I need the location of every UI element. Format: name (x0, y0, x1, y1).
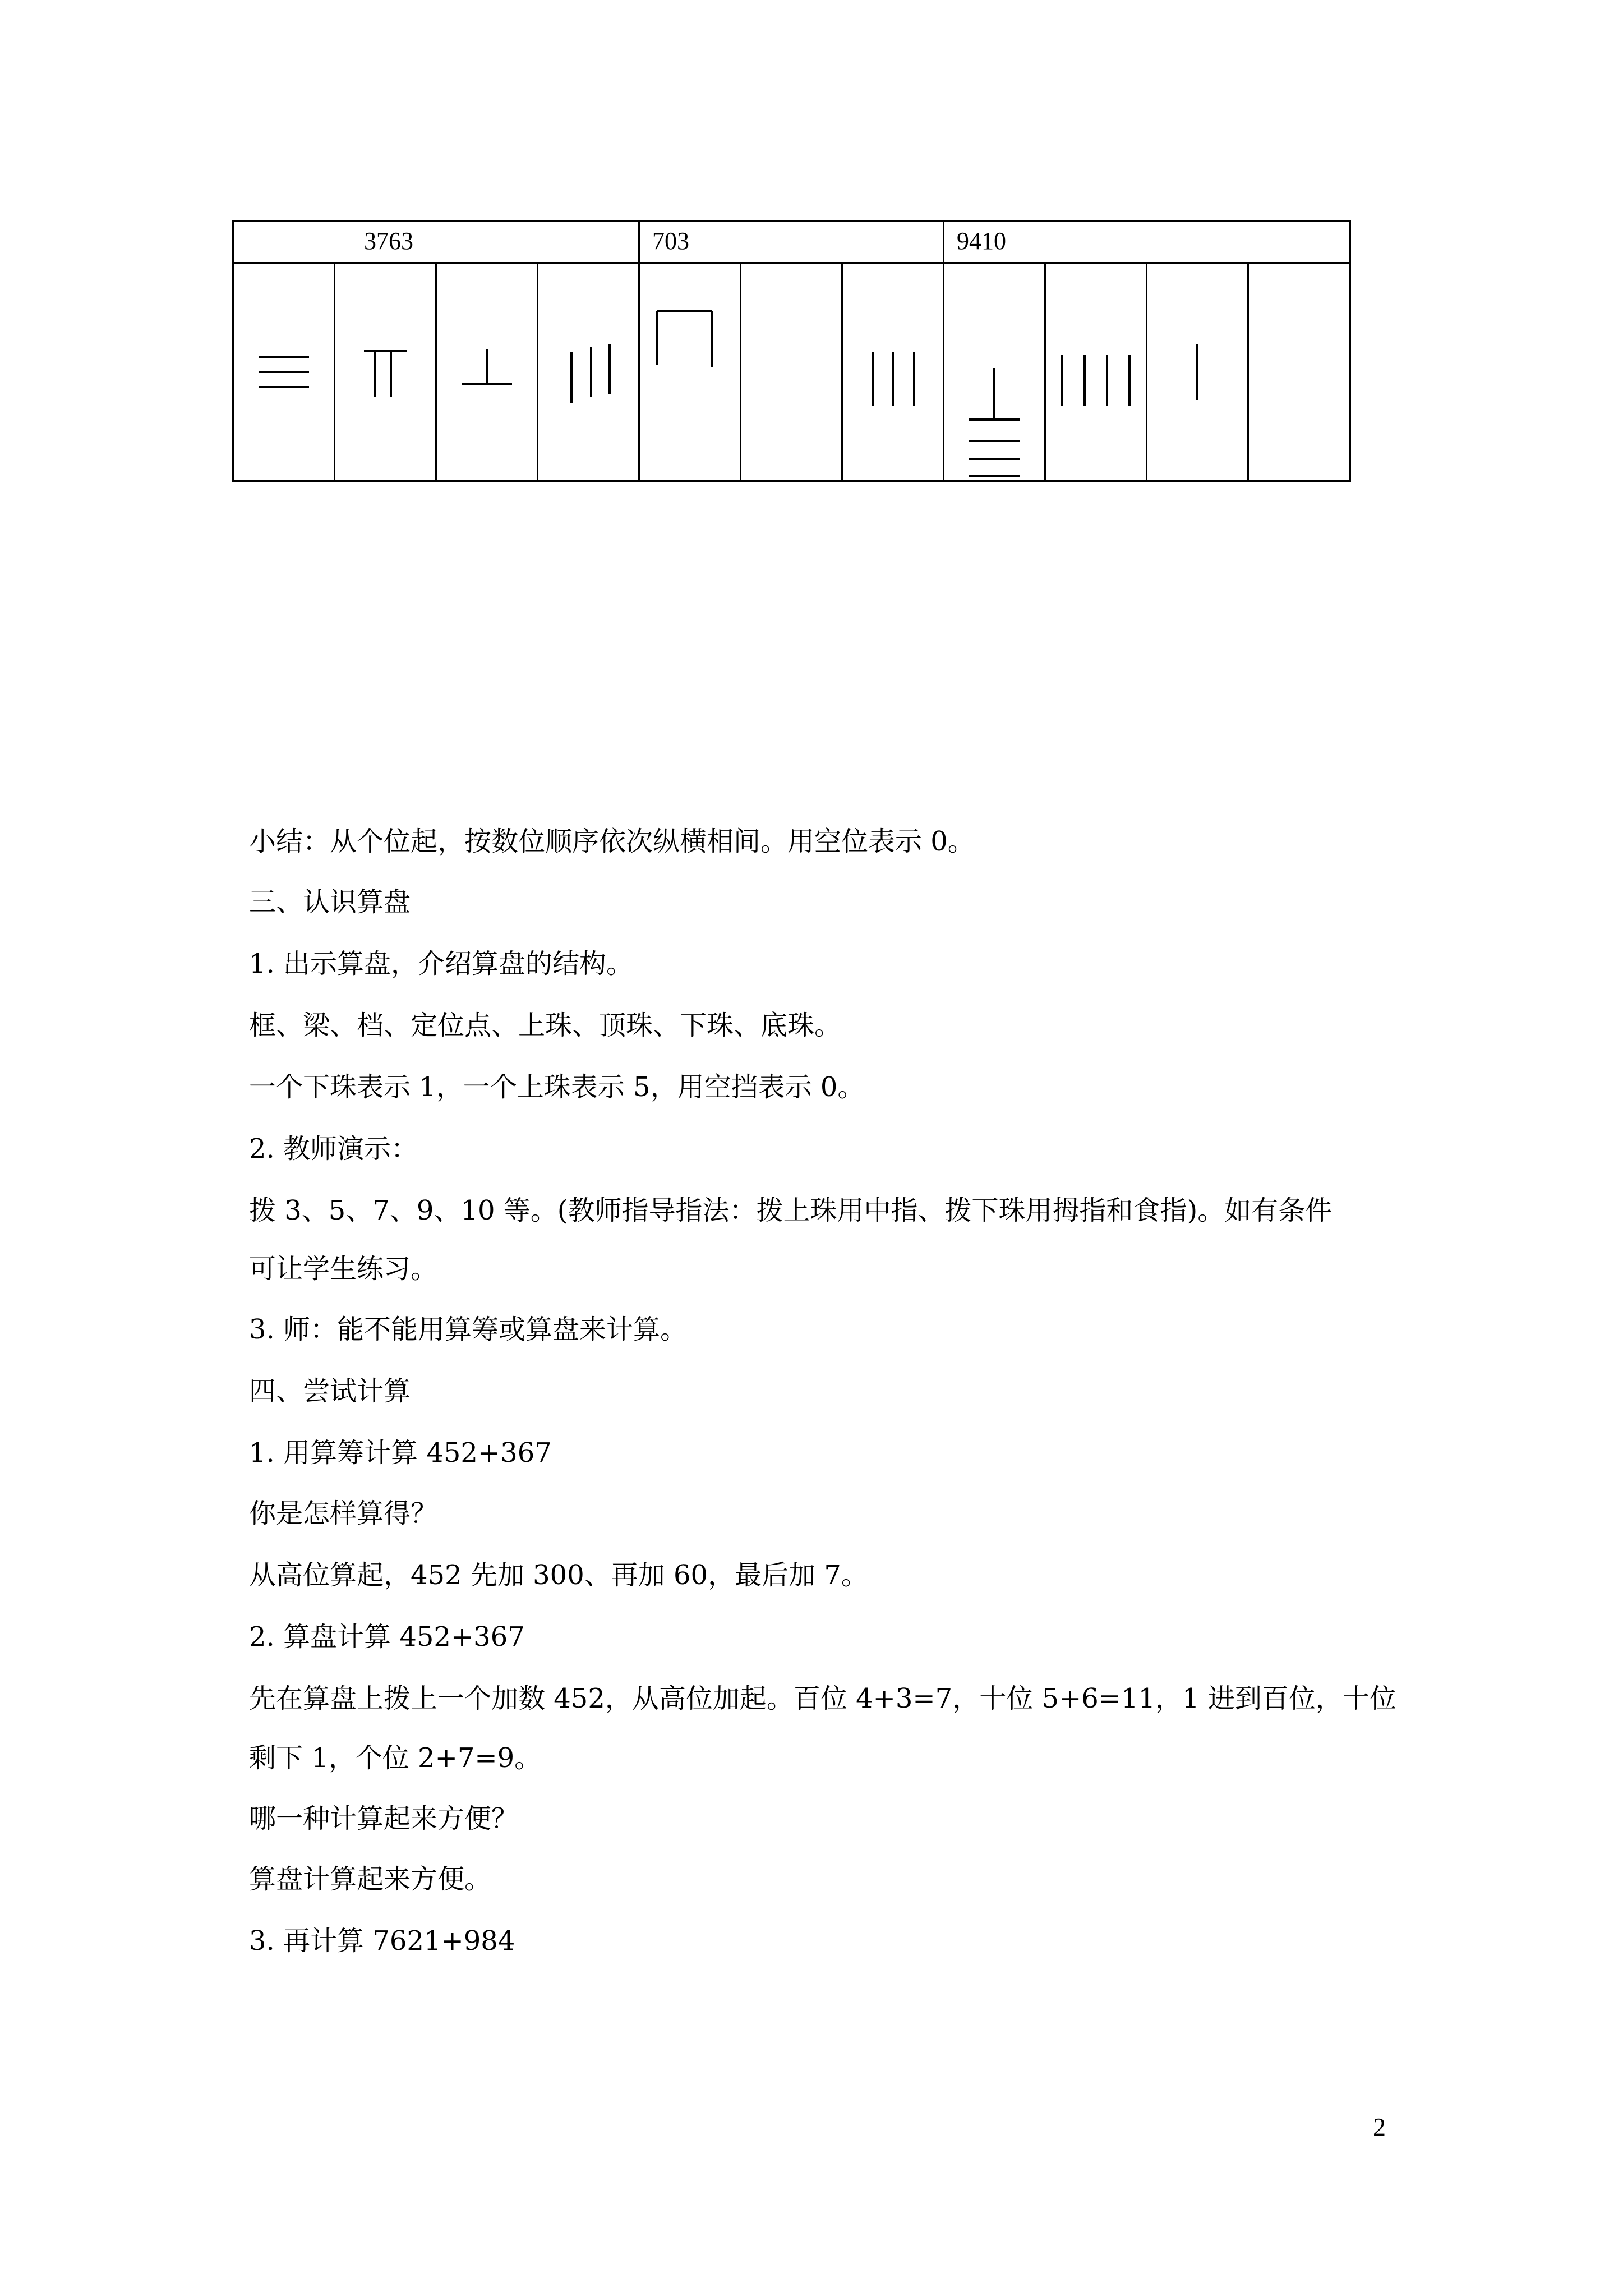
header-cell-3763 (233, 222, 639, 263)
step-line: 1. 出示算盘，介绍算盘的结构。 (249, 948, 634, 979)
rod-four-vertical-icon (1057, 352, 1135, 408)
text-line: 框、梁、档、定位点、上珠、顶珠、下珠、底珠。 (249, 1010, 842, 1041)
step-line: 1. 用算筹计算 452+367 (249, 1437, 552, 1469)
rod-cell (1045, 263, 1147, 481)
rod-seven-vertical-icon (363, 347, 408, 397)
text-line: 算盘计算起来方便。 (249, 1864, 492, 1895)
text-line: 剩下 1，个位 2+7=9。 (249, 1742, 542, 1774)
rod-cell (538, 263, 639, 481)
step-line: 2. 算盘计算 452+367 (249, 1621, 525, 1653)
text-line: 拨 3、5、7、9、10 等。(教师指导指法：拨上珠用中指、拨下珠用拇指和食指)。如有条件 (249, 1195, 1332, 1226)
rod-one-icon (1192, 344, 1203, 400)
rod-three-vertical-icon (865, 352, 921, 408)
rod-seven-horizontal-icon (656, 309, 717, 370)
rod-six-horizontal-icon (462, 349, 512, 394)
rod-cell-empty (1248, 263, 1350, 481)
counting-rod-table (232, 220, 1351, 482)
rod-cell (436, 263, 538, 481)
text-line: 哪一种计算起来方便？ (249, 1803, 519, 1834)
rod-three-vertical-icon (560, 341, 616, 403)
header-number: 9410 (957, 227, 1007, 255)
page-number: 2 (1373, 2113, 1386, 2141)
header-number: 703 (652, 227, 689, 255)
summary-line: 小结：从个位起，按数位顺序依次纵横相间。用空位表示 0。 (249, 826, 975, 857)
rod-cell (1147, 263, 1248, 481)
header-cell-703 (639, 222, 944, 263)
text-line: 先在算盘上拨上一个加数 452，从高位加起。百位 4+3=7，十位 5+6=11，1 进到百位，十位 (249, 1683, 1396, 1714)
rod-nine-horizontal-icon (969, 368, 1020, 480)
section-heading: 四、尝试计算 (249, 1375, 411, 1407)
rod-cell (944, 263, 1045, 481)
rod-cell-empty (741, 263, 842, 481)
step-line: 3. 再计算 7621+984 (249, 1925, 515, 1957)
header-number: 3763 (364, 227, 413, 255)
text-line: 你是怎样算得？ (249, 1498, 438, 1529)
section-heading: 三、认识算盘 (249, 886, 411, 918)
rod-cell (842, 263, 944, 481)
rod-three-horizontal-icon (256, 352, 312, 392)
header-cell-9410 (944, 222, 1350, 263)
text-line: 一个下珠表示 1，一个上珠表示 5，用空挡表示 0。 (249, 1071, 865, 1103)
rod-cell (233, 263, 335, 481)
text-line: 可让学生练习。 (249, 1253, 438, 1285)
step-line: 2. 教师演示： (249, 1133, 418, 1165)
text-line: 从高位算起，452 先加 300、再加 60，最后加 7。 (249, 1559, 868, 1591)
rod-cell (639, 263, 741, 481)
step-line: 3. 师：能不能用算筹或算盘来计算。 (249, 1314, 688, 1345)
rod-cell (335, 263, 436, 481)
